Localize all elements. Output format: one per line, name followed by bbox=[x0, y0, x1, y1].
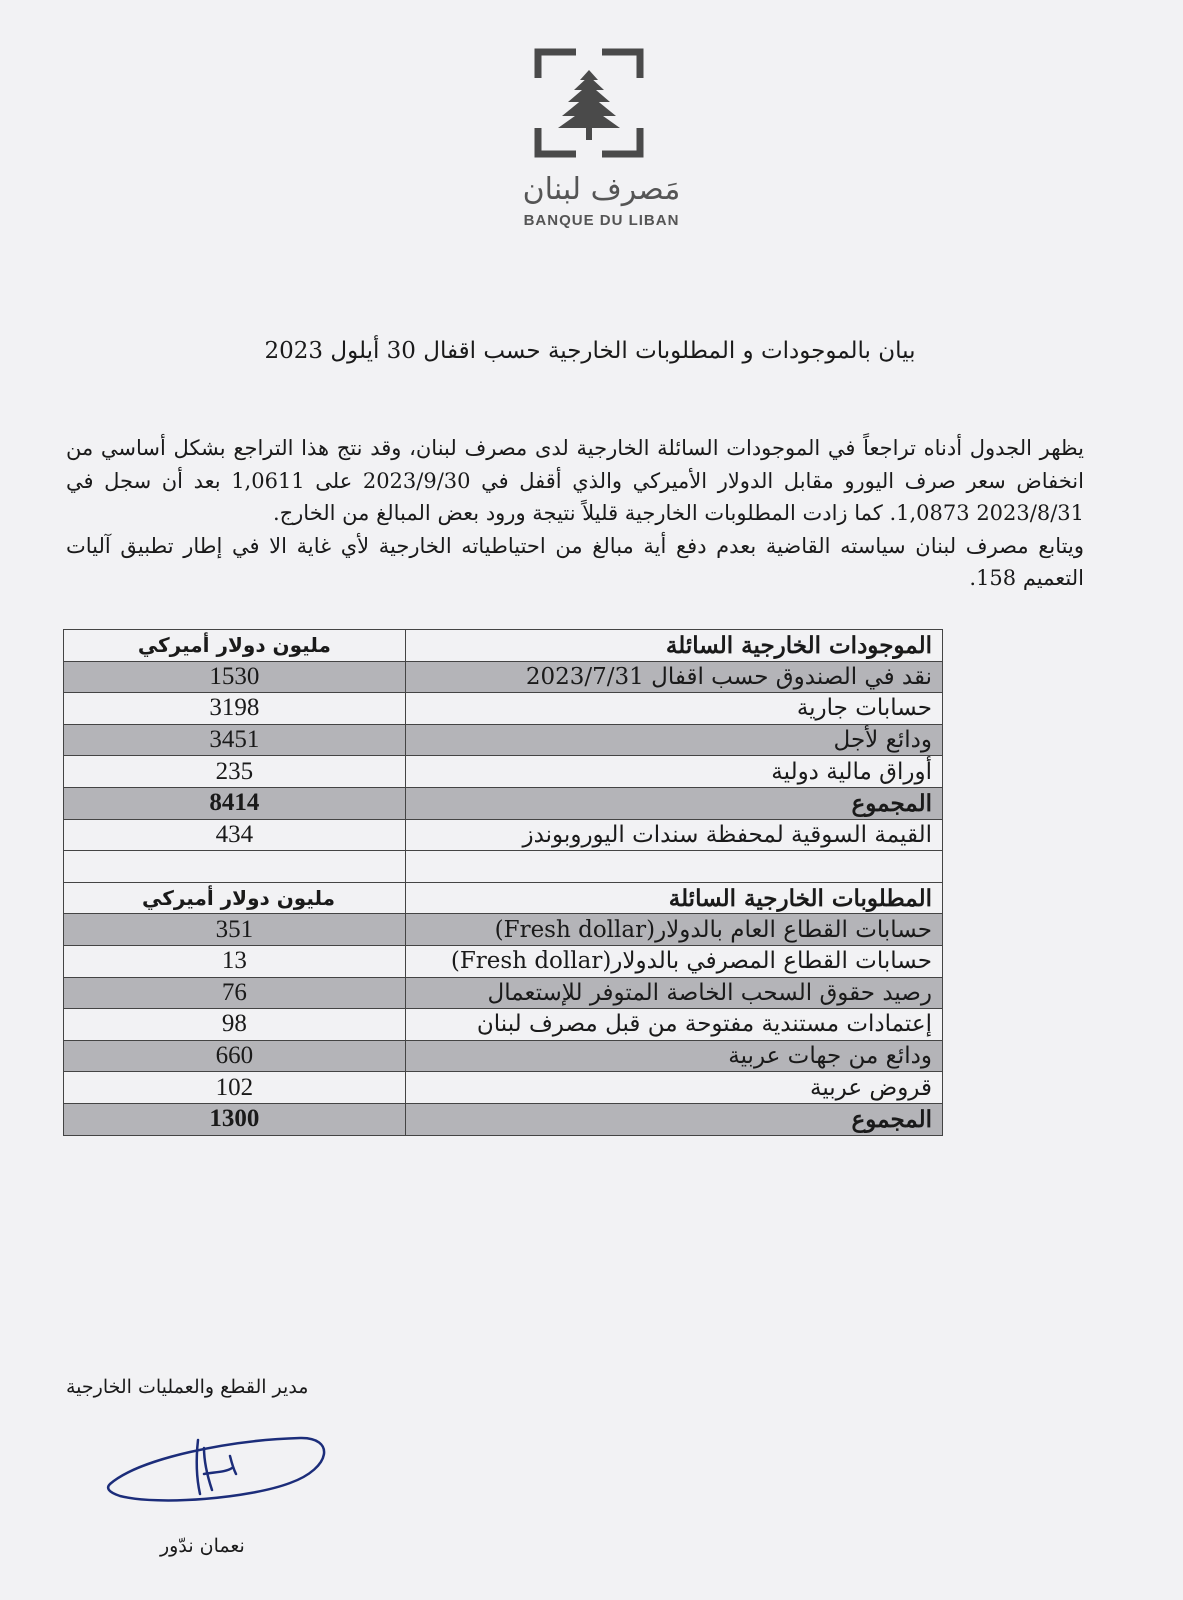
table-row bbox=[64, 914, 943, 946]
eurobonds-label: القيمة السوقية لمحفظة سندات اليوروبوندز bbox=[405, 819, 942, 851]
row-label: رصيد حقوق السحب الخاصة المتوفر للإستعمال bbox=[405, 977, 942, 1009]
row-label: نقد في الصندوق حسب اقفال 2023/7/31 bbox=[405, 661, 942, 693]
table-row-total bbox=[64, 787, 943, 819]
table-row bbox=[64, 819, 943, 851]
table-row bbox=[64, 724, 943, 756]
signer-title: مدير القطع والعمليات الخارجية bbox=[66, 1376, 309, 1398]
assets-total-label: المجموع bbox=[405, 787, 942, 819]
table-row-total bbox=[64, 1103, 943, 1135]
row-value: 3451 bbox=[64, 724, 406, 756]
row-label: حسابات جارية bbox=[405, 693, 942, 725]
table-row bbox=[64, 693, 943, 725]
liabilities-unit-header: مليون دولار أميركي bbox=[64, 882, 406, 914]
assets-header: الموجودات الخارجية السائلة bbox=[405, 630, 942, 662]
row-value: 351 bbox=[64, 914, 406, 946]
intro-paragraph bbox=[66, 432, 1084, 595]
row-label: ودائع لأجل bbox=[405, 724, 942, 756]
row-value: 3198 bbox=[64, 693, 406, 725]
table-row bbox=[64, 1040, 943, 1072]
paragraph-2: ويتابع مصرف لبنان سياسته القاضية بعدم دفع أية مبالغ من احتياطياته الخارجية لأي غاية الا في إطار تطبيق آليات التعميم 158. bbox=[66, 533, 1084, 590]
logo-english-text: BANQUE DU LIBAN bbox=[523, 212, 680, 229]
table-row bbox=[64, 1009, 943, 1041]
table-row bbox=[64, 977, 943, 1009]
cedar-tree-icon bbox=[558, 70, 620, 140]
empty-cell bbox=[64, 851, 406, 883]
table-row-empty bbox=[64, 851, 943, 883]
row-value: 235 bbox=[64, 756, 406, 788]
empty-cell bbox=[405, 851, 942, 883]
row-value: 102 bbox=[64, 1072, 406, 1104]
table-row bbox=[64, 756, 943, 788]
row-label: أوراق مالية دولية bbox=[405, 756, 942, 788]
table-row bbox=[64, 630, 943, 662]
liabilities-total-value: 1300 bbox=[64, 1103, 406, 1135]
logo-arabic-text: مَصرف لبنان bbox=[522, 172, 681, 207]
paragraph-1: يظهر الجدول أدناه تراجعاً في الموجودات السائلة الخارجية لدى مصرف لبنان، وقد نتج هذا التراجع بشكل أساسي من انخفاض سعر صرف اليورو مقابل الدولار الأميركي والذي أقفل في 2023/9/30 على 1,0611 بعد أن سجل في 2023/8/31 1,0873. كما زادت المطلوبات الخارجية قليلاً نتيجة ورود بعض المبالغ من الخارج. bbox=[66, 436, 1084, 525]
liabilities-header: المطلوبات الخارجية السائلة bbox=[405, 882, 942, 914]
assets-liabilities-table bbox=[63, 629, 943, 1136]
row-value: 660 bbox=[64, 1040, 406, 1072]
assets-total-value: 8414 bbox=[64, 787, 406, 819]
liabilities-total-label: المجموع bbox=[405, 1103, 942, 1135]
row-value: 98 bbox=[64, 1009, 406, 1041]
signer-name: نعمان ندّور bbox=[160, 1535, 245, 1557]
row-value: 13 bbox=[64, 945, 406, 977]
document-title: بيان بالموجودات و المطلوبات الخارجية حسب اقفال 30 أيلول 2023 bbox=[264, 338, 916, 364]
row-label: إعتمادات مستندية مفتوحة من قبل مصرف لبنان bbox=[405, 1009, 942, 1041]
eurobonds-value: 434 bbox=[64, 819, 406, 851]
assets-unit-header: مليون دولار أميركي bbox=[64, 630, 406, 662]
banque-du-liban-logo bbox=[534, 48, 644, 158]
row-value: 1530 bbox=[64, 661, 406, 693]
table-row bbox=[64, 661, 943, 693]
table-row bbox=[64, 1072, 943, 1104]
row-label: ودائع من جهات عربية bbox=[405, 1040, 942, 1072]
row-label: قروض عربية bbox=[405, 1072, 942, 1104]
row-label: حسابات القطاع العام بالدولار(Fresh dollar) bbox=[405, 914, 942, 946]
table-row bbox=[64, 945, 943, 977]
row-value: 76 bbox=[64, 977, 406, 1009]
handwritten-signature bbox=[100, 1428, 340, 1508]
table-row bbox=[64, 882, 943, 914]
row-label: حسابات القطاع المصرفي بالدولار(Fresh dollar) bbox=[405, 945, 942, 977]
